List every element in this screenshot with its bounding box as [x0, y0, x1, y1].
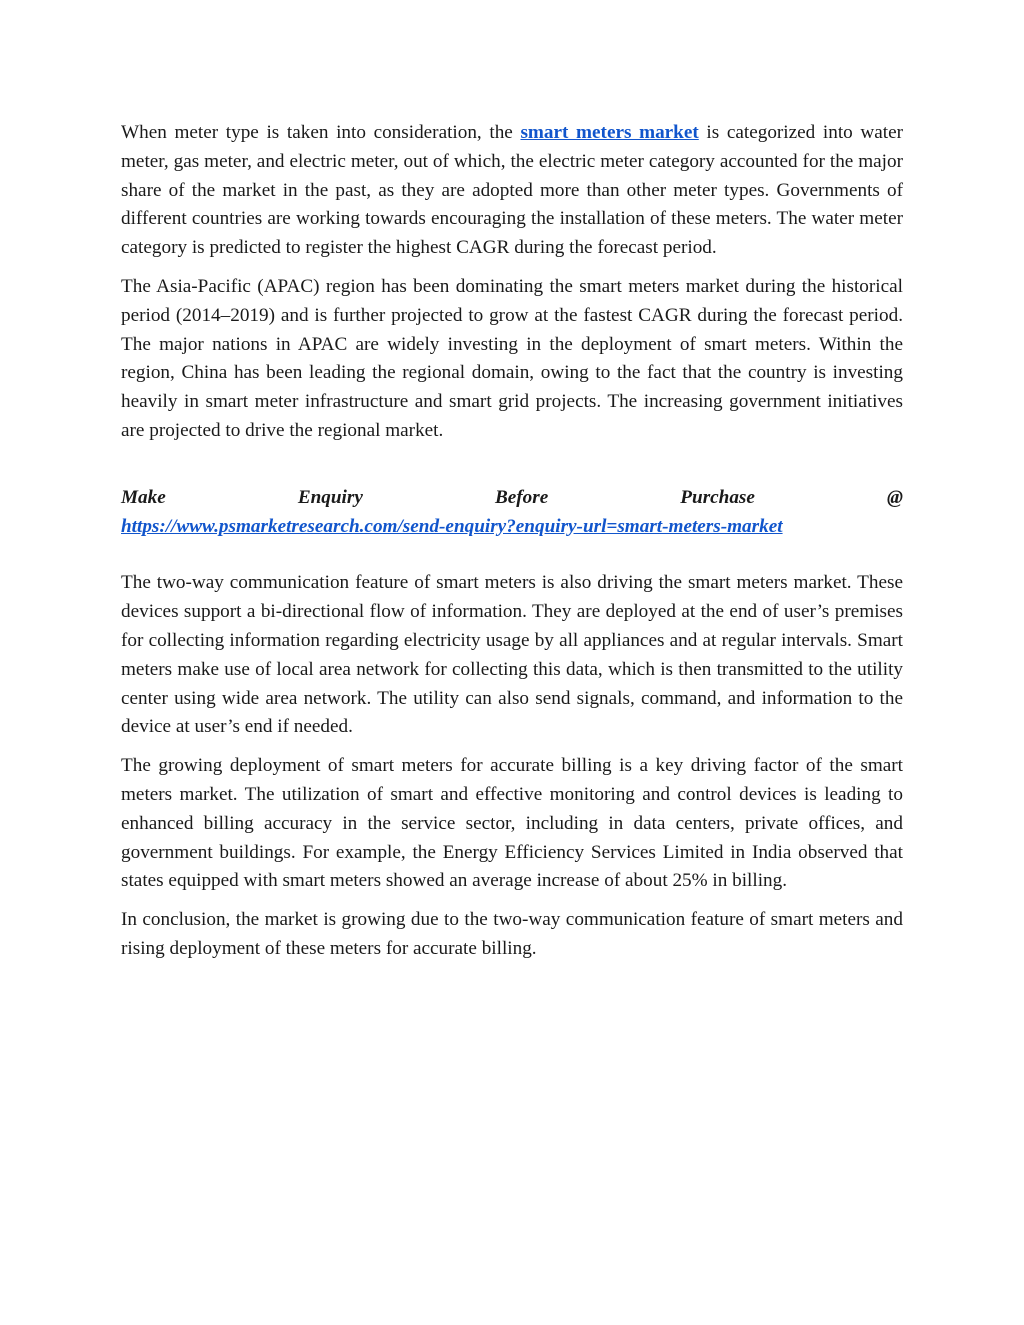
paragraph-meter-type-intro: When meter type is taken into consideration, the — [121, 122, 521, 143]
document-page — [121, 119, 903, 974]
smart-meters-market-link[interactable]: smart meters market — [520, 122, 699, 143]
enquiry-word-purchase: Purchase — [680, 486, 755, 508]
enquiry-word-make: Make — [121, 486, 166, 508]
paragraph-meter-type-body: is categorized into water meter, gas meter, and electric meter, out of which, the electric meter category accounted for the major share of the market in the past, as they are adopted more than other meter types. Governments of different countries are working towards encouraging the installation of these meters. The water meter category is predicted to register the highest CAGR during the forecast period. — [121, 122, 903, 259]
paragraph-meter-type — [121, 119, 903, 263]
paragraph-accurate-billing: The growing deployment of smart meters for accurate billing is a key driving factor of the smart meters market. The utilization of smart and effective monitoring and control devices is leading to enhanced billing accuracy in the service sector, including in data centers, private offices, and government buildings. For example, the Energy Efficiency Services Limited in India observed that states equipped with smart meters showed an average increase of about 25% in billing. — [121, 755, 903, 892]
paragraph-conclusion: In conclusion, the market is growing due to the two-way communication feature of smart meters and rising deployment of these meters for accurate billing. — [121, 909, 903, 959]
spacer — [121, 456, 903, 484]
enquiry-at-sign: @ — [886, 486, 903, 508]
enquiry-heading — [121, 484, 903, 513]
enquiry-word-before: Before — [494, 486, 549, 508]
enquiry-word-enquiry: Enquiry — [297, 486, 363, 508]
enquiry-block — [121, 484, 903, 542]
enquiry-url-link[interactable]: https://www.psmarketresearch.com/send-enquiry?enquiry-url=smart-meters-market — [121, 515, 783, 537]
paragraph-apac: The Asia-Pacific (APAC) region has been dominating the smart meters market during the historical period (2014–2019) and is further projected to grow at the fastest CAGR during the forecast period. The major nations in APAC are widely investing in the deployment of smart meters. Within the region, China has been leading the regional domain, owing to the fact that the country is investing heavily in smart meter infrastructure and smart grid projects. The increasing government initiatives are projected to drive the regional market. — [121, 275, 903, 441]
spacer — [121, 541, 903, 569]
paragraph-two-way-communication: The two-way communication feature of smart meters is also driving the smart meters market. These devices support a bi-directional flow of information. They are deployed at the end of user’s premises for collecting information regarding electricity usage by all appliances and at regular intervals. Smart meters make use of local area network for collecting this data, which is then transmitted to the utility center using wide area network. The utility can also send signals, command, and information to the device at user’s end if needed. — [121, 572, 903, 738]
